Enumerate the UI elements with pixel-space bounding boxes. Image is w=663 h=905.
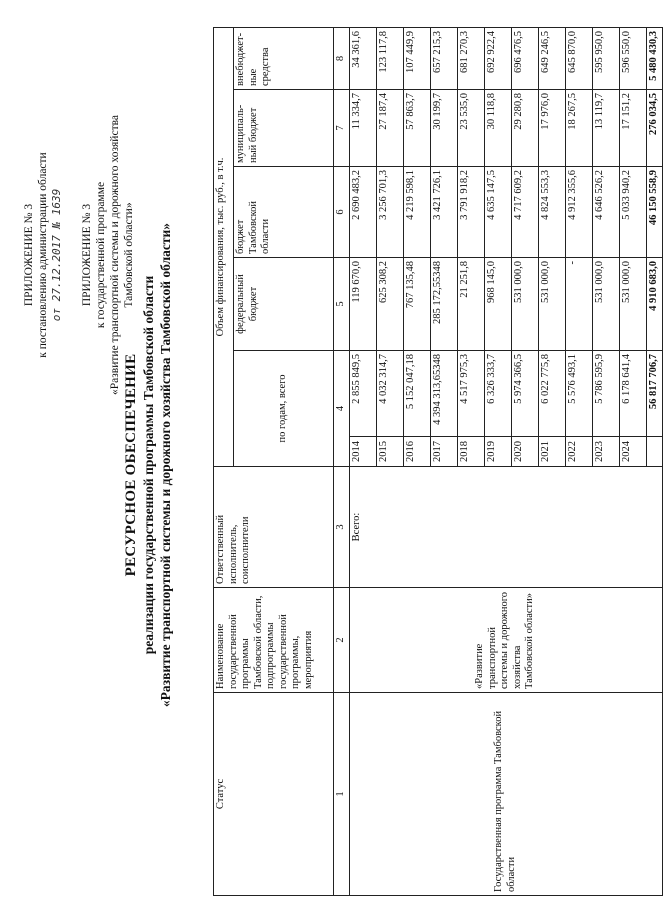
year-cell: 2014: [349, 437, 376, 467]
grand-total-regional: 46 150 558,9: [646, 167, 662, 258]
total-cell: 4 032 314,7: [376, 351, 403, 437]
document-subtitle-1: реализации государственной программы Тамбовской области: [141, 275, 156, 655]
header-executor: Ответственный исполнитель, соисполнители: [214, 467, 334, 588]
col-index-8: 8: [334, 28, 350, 90]
total-cell: 6 022 775,8: [538, 351, 565, 437]
total-cell: 5 974 366,5: [511, 351, 538, 437]
federal-cell: 531 000,0: [592, 258, 619, 351]
municipal-cell: 18 267,5: [565, 90, 592, 167]
appendix-reference: к постановлению администрации области: [37, 152, 49, 358]
header-status: Статус: [214, 693, 334, 896]
grand-total-total: 56 817 706,7: [646, 351, 662, 437]
municipal-cell: 17 976,0: [538, 90, 565, 167]
year-cell: 2019: [484, 437, 511, 467]
appendix-number: ПРИЛОЖЕНИЕ № 3: [23, 203, 35, 307]
col-index-4: 4: [334, 351, 350, 467]
col-index-3: 3: [334, 467, 350, 588]
municipal-cell: 23 535,0: [457, 90, 484, 167]
federal-cell: 767 135,48: [403, 258, 430, 351]
document-subtitle-2: «Развитие транспортной системы и дорожного хозяйства Тамбовской области»: [158, 222, 173, 708]
regional-cell: 4 219 598,1: [403, 167, 430, 258]
municipal-cell: 11 334,7: [349, 90, 376, 167]
federal-cell: 531 000,0: [619, 258, 646, 351]
regional-cell: 3 421 726,1: [430, 167, 457, 258]
federal-cell: 625 308,2: [376, 258, 403, 351]
regional-cell: 5 033 940,2: [619, 167, 646, 258]
federal-cell: 531 000,0: [511, 258, 538, 351]
status-cell: Государственная программа Тамбовской области: [349, 693, 662, 896]
year-cell: 2018: [457, 437, 484, 467]
offbudget-cell: 123 117,8: [376, 28, 403, 90]
offbudget-cell: 696 476,5: [511, 28, 538, 90]
total-cell: 5 576 493,1: [565, 351, 592, 437]
offbudget-cell: 649 246,5: [538, 28, 565, 90]
regional-cell: 3 256 701,3: [376, 167, 403, 258]
program-appendix-number: ПРИЛОЖЕНИЕ № 3: [81, 203, 93, 307]
regional-cell: 3 791 918,2: [457, 167, 484, 258]
regional-cell: 2 690 483,2: [349, 167, 376, 258]
offbudget-cell: 596 550,0: [619, 28, 646, 90]
offbudget-cell: 657 215,3: [430, 28, 457, 90]
header-by-years: по годам, всего: [234, 351, 334, 467]
municipal-cell: 30 199,7: [430, 90, 457, 167]
year-cell: 2022: [565, 437, 592, 467]
total-cell: 4 517 975,3: [457, 351, 484, 437]
handwritten-date-number: от 27.12.2017 № 1639: [50, 188, 63, 322]
offbudget-cell: 692 922,4: [484, 28, 511, 90]
year-cell: 2017: [430, 437, 457, 467]
col-index-5: 5: [334, 258, 350, 351]
resource-table: [213, 27, 663, 896]
col-index-2: 2: [334, 588, 350, 693]
header-municipal: муниципаль-ный бюджет: [234, 90, 334, 167]
municipal-cell: 17 151,2: [619, 90, 646, 167]
header-offbudget: внебюджет-ные средства: [234, 28, 334, 90]
header-funding: Объем финансирования, тыс. руб., в т.ч.: [214, 28, 234, 467]
federal-cell: 968 145,0: [484, 258, 511, 351]
executor-cell: Всего:: [349, 467, 662, 588]
regional-cell: 4 824 553,3: [538, 167, 565, 258]
year-cell: 2020: [511, 437, 538, 467]
offbudget-cell: 107 449,9: [403, 28, 430, 90]
federal-cell: 531 000,0: [538, 258, 565, 351]
regional-cell: 4 912 355,6: [565, 167, 592, 258]
grand-total-offbudget: 5 480 430,3: [646, 28, 662, 90]
grand-total-municipal: 276 034,5: [646, 90, 662, 167]
year-cell: 2023: [592, 437, 619, 467]
document-title-block: [122, 85, 174, 845]
document-title: РЕСУРСНОЕ ОБЕСПЕЧЕНИЕ: [123, 353, 139, 577]
appendix-block-decree: [22, 75, 64, 435]
program-appendix-reference: к государственной программе: [95, 181, 107, 329]
regional-cell: 4 635 147,5: [484, 167, 511, 258]
regional-cell: 4 717 609,2: [511, 167, 538, 258]
totals-year-blank: [646, 437, 662, 467]
program-name-cell: «Развитие транспортной системы и дорожного хозяйства Тамбовской области»: [349, 588, 662, 693]
municipal-cell: 29 280,8: [511, 90, 538, 167]
municipal-cell: 13 119,7: [592, 90, 619, 167]
federal-cell: -: [565, 258, 592, 351]
col-index-7: 7: [334, 90, 350, 167]
total-cell: 5 152 047,18: [403, 351, 430, 437]
table-row: [349, 28, 376, 896]
municipal-cell: 27 187,4: [376, 90, 403, 167]
year-cell: 2016: [403, 437, 430, 467]
total-cell: 5 786 595,9: [592, 351, 619, 437]
col-index-1: 1: [334, 693, 350, 896]
federal-cell: 285 172,55348: [430, 258, 457, 351]
total-cell: 6 178 641,4: [619, 351, 646, 437]
total-cell: 2 855 849,5: [349, 351, 376, 437]
federal-cell: 119 670,0: [349, 258, 376, 351]
col-index-6: 6: [334, 167, 350, 258]
program-name-line1: «Развитие транспортной системы и дорожного хозяйства: [109, 115, 121, 395]
offbudget-cell: 681 270,3: [457, 28, 484, 90]
offbudget-cell: 645 870,0: [565, 28, 592, 90]
federal-cell: 21 251,8: [457, 258, 484, 351]
header-federal: федеральный бюджет: [234, 258, 334, 351]
year-cell: 2024: [619, 437, 646, 467]
year-cell: 2015: [376, 437, 403, 467]
header-regional: бюджет Тамбовской области: [234, 167, 334, 258]
offbudget-cell: 34 361,6: [349, 28, 376, 90]
program-name-line2: Тамбовской области»: [123, 202, 135, 308]
regional-cell: 4 646 526,2: [592, 167, 619, 258]
total-cell: 6 326 333,7: [484, 351, 511, 437]
total-cell: 4 394 313,65348: [430, 351, 457, 437]
offbudget-cell: 595 950,0: [592, 28, 619, 90]
municipal-cell: 57 863,7: [403, 90, 430, 167]
header-name: Наименование государственной программы Тамбовской области, подпрограммы государственной программы, мероприятия: [214, 588, 334, 693]
grand-total-federal: 4 910 683,0: [646, 258, 662, 351]
year-cell: 2021: [538, 437, 565, 467]
municipal-cell: 30 118,8: [484, 90, 511, 167]
